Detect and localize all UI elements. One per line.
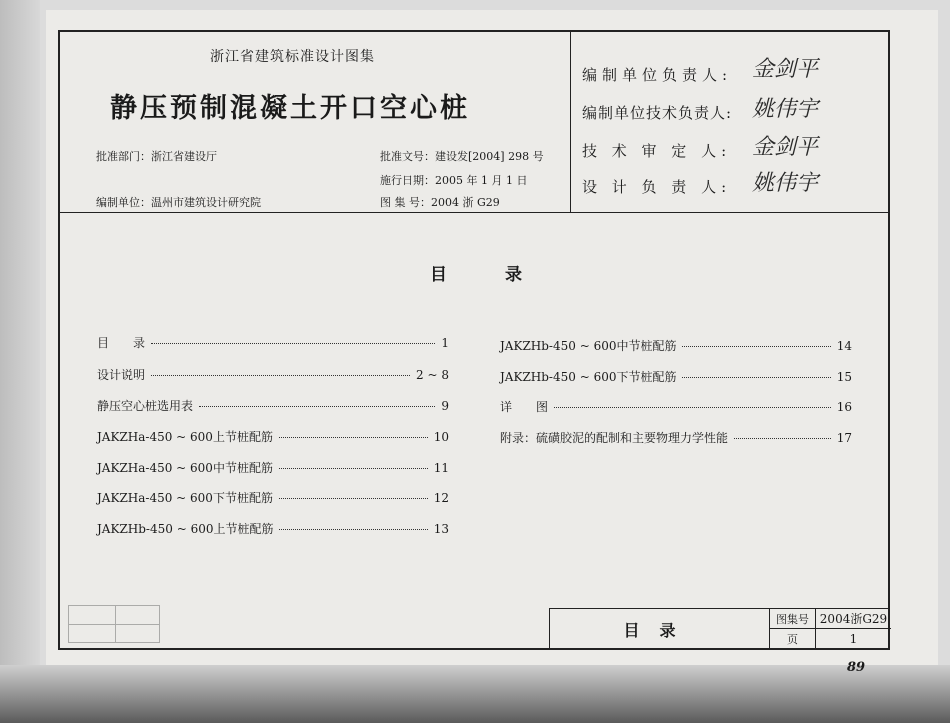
responsible-role: 编制单位负责人:: [582, 66, 733, 84]
toc-item-label: JAKZHb-450 ~ 600下节桩配筋: [500, 370, 677, 384]
responsible-role: 技 术 审 定 人:: [582, 142, 732, 160]
toc-item[interactable]: [97, 334, 449, 351]
responsible-role: 编制单位技术负责人:: [582, 104, 733, 122]
toc-item[interactable]: [97, 489, 449, 506]
atlas-no-label: 图集号: [770, 609, 816, 629]
page-value: 1: [849, 632, 858, 646]
signature: 姚伟宇: [752, 171, 819, 196]
toc-item-label: 目 录: [97, 336, 146, 350]
toc-item-label: 静压空心桩选用表: [97, 399, 194, 413]
toc-item-page: 11: [433, 461, 449, 475]
toc-leader: [279, 437, 428, 438]
toc-item[interactable]: [500, 429, 852, 446]
page-label: 页: [770, 629, 816, 649]
toc-leader: [199, 406, 435, 407]
responsible-row: [582, 64, 732, 85]
responsible-row: [582, 176, 731, 197]
compiler-unit: 编制单位：温州市建筑设计研究院: [96, 196, 261, 209]
toc-item-page: 9: [441, 399, 449, 413]
toc-leader: [151, 343, 435, 344]
title-block: [549, 608, 890, 650]
toc-item[interactable]: [500, 337, 852, 354]
toc-item-page: 10: [433, 430, 449, 444]
approval-dept: 批准部门：浙江省建设厅: [96, 150, 217, 163]
toc-item[interactable]: [97, 428, 449, 445]
toc-item-page: 12: [433, 491, 449, 505]
toc-leader: [682, 377, 830, 378]
toc-item-page: 15: [836, 370, 852, 384]
effective-date: 施行日期：2005 年 1 月 1 日: [380, 174, 528, 187]
toc-leader: [682, 346, 830, 347]
toc-item[interactable]: [97, 397, 449, 414]
toc-item-label: 详 图: [500, 400, 549, 414]
toc-item-page: 17: [836, 431, 852, 445]
toc-item-label: JAKZHa-450 ~ 600下节桩配筋: [97, 491, 273, 505]
toc-item-page: 14: [836, 339, 852, 353]
header-divider: [58, 212, 890, 213]
signature: 金剑平: [752, 135, 819, 160]
toc-item[interactable]: [97, 520, 449, 537]
toc-leader: [151, 375, 410, 376]
toc-item-label: 设计说明: [97, 368, 146, 382]
toc-item[interactable]: [500, 398, 852, 415]
atlas-name: 浙江省建筑标准设计图集: [210, 49, 375, 65]
toc-leader: [279, 498, 428, 499]
toc-item-label: JAKZHb-450 ~ 600中节桩配筋: [500, 339, 677, 353]
toc-item-label: JAKZHa-450 ~ 600上节桩配筋: [97, 430, 273, 444]
toc-item-page: 13: [433, 522, 449, 536]
toc-leader: [279, 529, 427, 530]
signature: 姚伟宇: [752, 97, 819, 122]
responsible-row: [582, 102, 732, 123]
toc-heading-left: 目: [430, 265, 447, 285]
toc-heading-right: 录: [505, 265, 522, 285]
toc-item-label: JAKZHa-450 ~ 600中节桩配筋: [97, 461, 273, 475]
toc-item[interactable]: [97, 366, 449, 383]
toc-item-page: 1: [441, 336, 449, 350]
bleed-through-table: [68, 605, 160, 643]
atlas-no-value: 2004浙G29: [816, 609, 891, 629]
approval-doc: 批准文号：建设发[2004] 298 号: [380, 150, 544, 163]
toc-leader: [554, 407, 831, 408]
toc-item[interactable]: [500, 368, 852, 385]
page-title: 静压预制混凝土开口空心桩: [110, 93, 470, 124]
responsible-role: 设 计 负 责 人:: [582, 178, 732, 196]
page-number: 89: [847, 660, 866, 675]
toc-item[interactable]: [97, 459, 449, 476]
header-column-divider: [570, 30, 571, 212]
toc-item-page: 2 ~ 8: [416, 368, 449, 382]
atlas-number: 图 集 号：2004 浙 G29: [380, 196, 500, 209]
signature: 金剑平: [752, 57, 819, 82]
toc-item-page: 16: [836, 400, 852, 414]
responsible-row: [582, 140, 731, 161]
toc-leader: [279, 468, 428, 469]
scan-shadow-bottom: [0, 665, 950, 723]
title-block-title: 目录: [550, 609, 770, 649]
toc-leader: [734, 438, 831, 439]
toc-item-label: 附录：硫磺胶泥的配制和主要物理力学性能: [500, 431, 729, 445]
scan-shadow-left: [0, 0, 40, 723]
toc-item-label: JAKZHb-450 ~ 600上节桩配筋: [97, 522, 274, 536]
